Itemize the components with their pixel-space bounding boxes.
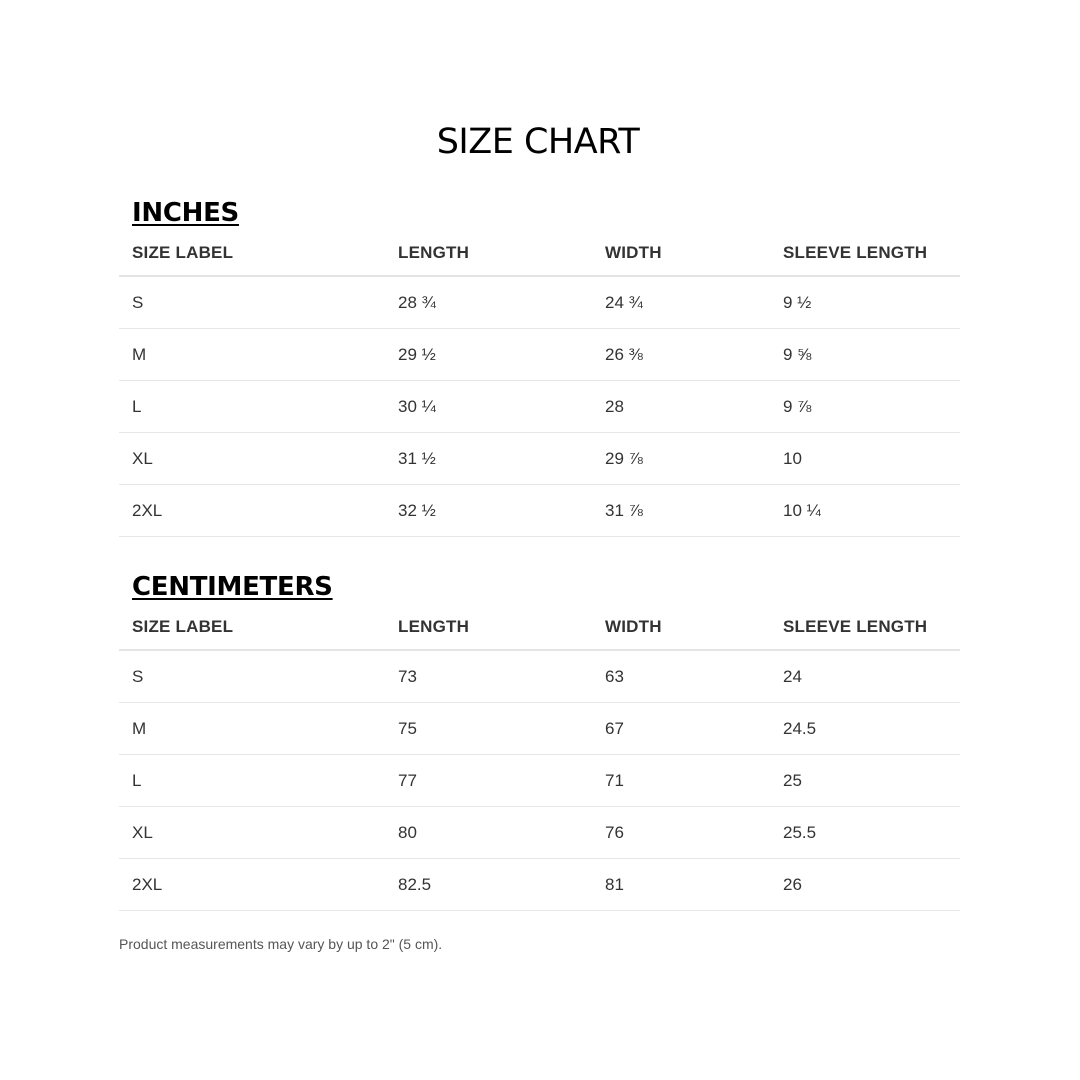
length-cell: 75 [385,703,592,755]
size-label-cell: S [119,276,385,329]
length-cell: 77 [385,755,592,807]
sleeve-length-cell: 24 [770,650,960,703]
table-row [119,807,960,859]
table-row [119,650,960,703]
sleeve-length-cell: 10 ¼ [770,485,960,537]
sleeve-length-cell: 9 ⅞ [770,381,960,433]
length-cell: 32 ½ [385,485,592,537]
column-header-sleeve-length: SLEEVE LENGTH [770,230,960,276]
width-cell: 63 [592,650,770,703]
size-label-cell: 2XL [119,485,385,537]
table-row [119,485,960,537]
centimeters-section [119,570,960,911]
table-row [119,329,960,381]
table-row [119,703,960,755]
column-header-size-label: SIZE LABEL [119,604,385,650]
length-cell: 31 ½ [385,433,592,485]
size-label-cell: 2XL [119,859,385,911]
table-row [119,433,960,485]
size-label-cell: L [119,381,385,433]
centimeters-heading: CENTIMETERS [132,572,333,602]
size-label-cell: XL [119,433,385,485]
column-header-length: LENGTH [385,230,592,276]
sleeve-length-cell: 9 ½ [770,276,960,329]
page-title: SIZE CHART [436,122,640,162]
width-cell: 76 [592,807,770,859]
width-cell: 81 [592,859,770,911]
sleeve-length-cell: 9 ⅝ [770,329,960,381]
length-cell: 82.5 [385,859,592,911]
size-label-cell: S [119,650,385,703]
length-cell: 73 [385,650,592,703]
width-cell: 26 ⅜ [592,329,770,381]
measurement-disclaimer: Product measurements may vary by up to 2" (5 cm). [119,936,443,952]
inches-section [119,196,960,537]
column-header-width: WIDTH [592,604,770,650]
length-cell: 80 [385,807,592,859]
length-cell: 30 ¼ [385,381,592,433]
width-cell: 71 [592,755,770,807]
centimeters-table [119,604,960,911]
length-cell: 29 ½ [385,329,592,381]
size-label-cell: L [119,755,385,807]
size-label-cell: M [119,703,385,755]
size-label-cell: XL [119,807,385,859]
column-header-sleeve-length: SLEEVE LENGTH [770,604,960,650]
column-header-width: WIDTH [592,230,770,276]
width-cell: 28 [592,381,770,433]
inches-table [119,230,960,537]
table-header-row [119,230,960,276]
table-row [119,859,960,911]
length-cell: 28 ¾ [385,276,592,329]
column-header-size-label: SIZE LABEL [119,230,385,276]
size-label-cell: M [119,329,385,381]
width-cell: 67 [592,703,770,755]
sleeve-length-cell: 25.5 [770,807,960,859]
table-header-row [119,604,960,650]
sleeve-length-cell: 10 [770,433,960,485]
table-row [119,381,960,433]
table-row [119,276,960,329]
sleeve-length-cell: 24.5 [770,703,960,755]
width-cell: 29 ⅞ [592,433,770,485]
inches-heading: INCHES [132,198,239,228]
width-cell: 31 ⅞ [592,485,770,537]
width-cell: 24 ¾ [592,276,770,329]
table-row [119,755,960,807]
column-header-length: LENGTH [385,604,592,650]
sleeve-length-cell: 26 [770,859,960,911]
sleeve-length-cell: 25 [770,755,960,807]
